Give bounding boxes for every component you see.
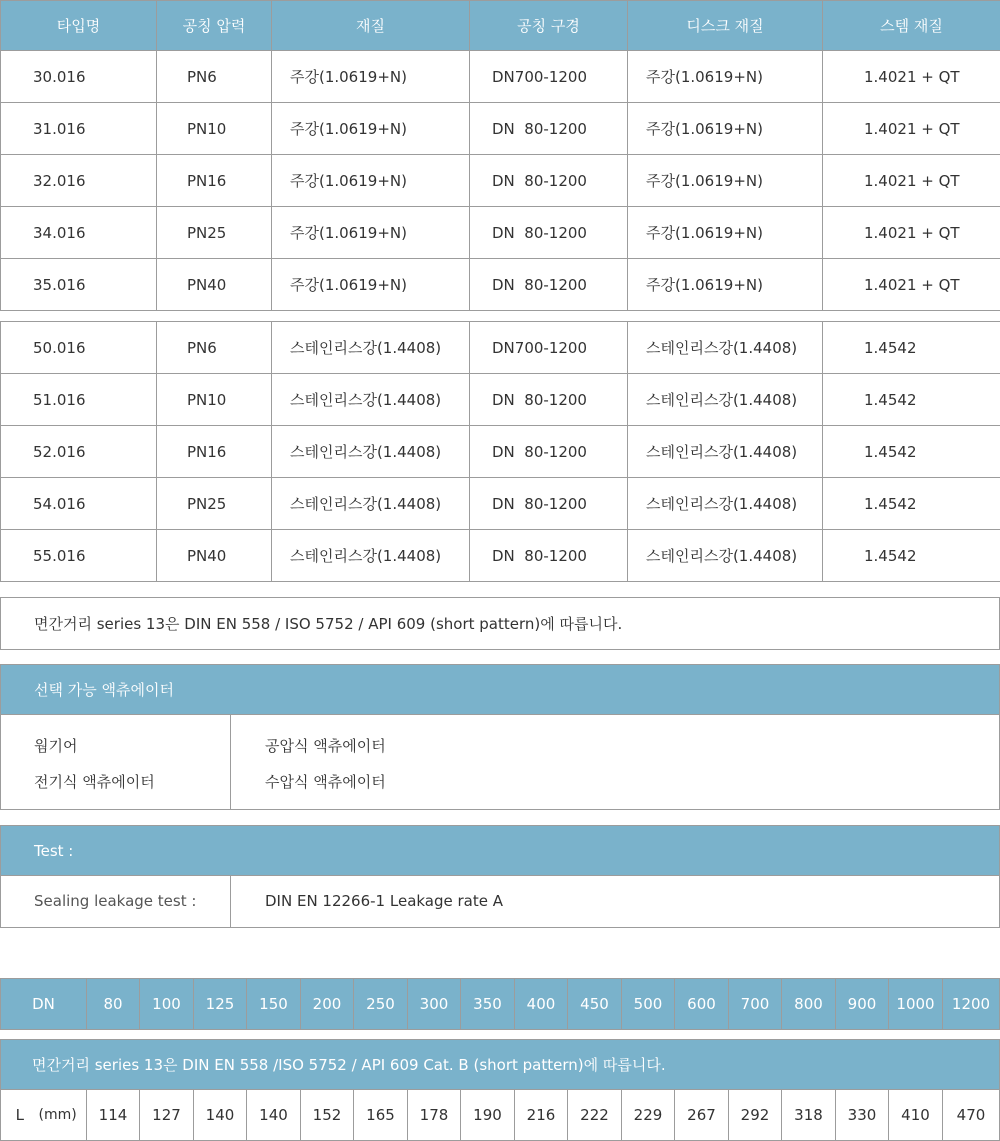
- spec-cell: 스테인리스강(1.4408): [272, 322, 470, 374]
- spec-cell: 1.4542: [823, 374, 1000, 426]
- spec-cell: 1.4021 + QT: [823, 103, 1000, 155]
- actuators-section: [0, 664, 1000, 810]
- dn-value: 800: [782, 979, 836, 1030]
- spec-cell: DN 80-1200: [470, 426, 628, 478]
- actuators-title: 선택 가능 액츄에이터: [0, 664, 1000, 715]
- test-value: DIN EN 12266-1 Leakage rate A: [231, 876, 503, 927]
- test-label: Sealing leakage test :: [1, 876, 231, 927]
- spec-cell: 31.016: [1, 103, 157, 155]
- l-value: 165: [354, 1090, 408, 1141]
- spec-table-section: [0, 0, 1000, 311]
- spec-cell: PN6: [157, 322, 272, 374]
- spec-cell: 스테인리스강(1.4408): [628, 478, 823, 530]
- dimensions-dn-table: [0, 978, 1000, 1030]
- l-value: 410: [889, 1090, 943, 1141]
- spec-cell: 스테인리스강(1.4408): [628, 322, 823, 374]
- l-value: 140: [194, 1090, 247, 1141]
- spec-cell: PN40: [157, 259, 272, 311]
- dn-label: DN: [1, 979, 87, 1030]
- spec-cell: 50.016: [1, 322, 157, 374]
- l-value: 318: [782, 1090, 836, 1141]
- dn-value: 80: [87, 979, 140, 1030]
- spec-cell: 스테인리스강(1.4408): [272, 374, 470, 426]
- spec-header-cell: 재질: [272, 1, 470, 51]
- spec-cell: DN 80-1200: [470, 155, 628, 207]
- actuators-body: [0, 715, 1000, 810]
- spec-cell: 35.016: [1, 259, 157, 311]
- unit-label: (mm): [39, 1090, 87, 1141]
- spec-header-cell: 스템 재질: [823, 1, 1000, 51]
- spec-table-group2: [0, 321, 1000, 582]
- spec-row: [1, 51, 1000, 103]
- spec-cell: 주강(1.0619+N): [628, 259, 823, 311]
- test-section: [0, 825, 1000, 928]
- spec-cell: PN10: [157, 374, 272, 426]
- spec-cell: PN10: [157, 103, 272, 155]
- l-value: 127: [140, 1090, 194, 1141]
- dn-value: 600: [675, 979, 729, 1030]
- spec-row: [1, 374, 1000, 426]
- spec-cell: DN700-1200: [470, 51, 628, 103]
- dimensions-note: 면간거리 series 13은 DIN EN 558 /ISO 5752 / API 609 Cat. B (short pattern)에 따릅니다.: [0, 1039, 1000, 1090]
- dn-value: 350: [461, 979, 515, 1030]
- spec-table-group2-section: [0, 321, 1000, 582]
- spec-cell: 52.016: [1, 426, 157, 478]
- dn-row: [1, 979, 1000, 1030]
- l-value: 229: [622, 1090, 675, 1141]
- spec-row: [1, 478, 1000, 530]
- spec-cell: 1.4542: [823, 530, 1000, 582]
- l-value: 190: [461, 1090, 515, 1141]
- spec-cell: 32.016: [1, 155, 157, 207]
- spec-header-cell: 공칭 구경: [470, 1, 628, 51]
- dn-value: 900: [836, 979, 889, 1030]
- spec-cell: PN16: [157, 426, 272, 478]
- spec-cell: 주강(1.0619+N): [628, 103, 823, 155]
- spec-cell: 54.016: [1, 478, 157, 530]
- l-value: 267: [675, 1090, 729, 1141]
- dn-value: 300: [408, 979, 461, 1030]
- spec-cell: 주강(1.0619+N): [272, 51, 470, 103]
- dn-value: 100: [140, 979, 194, 1030]
- spec-header-row: [1, 1, 1000, 51]
- spec-table: [0, 0, 1000, 311]
- spec-cell: 주강(1.0619+N): [628, 207, 823, 259]
- spec-row: [1, 207, 1000, 259]
- spec-cell: 34.016: [1, 207, 157, 259]
- spec-row: [1, 426, 1000, 478]
- spec-cell: 55.016: [1, 530, 157, 582]
- spec-cell: 스테인리스강(1.4408): [272, 426, 470, 478]
- l-value: 292: [729, 1090, 782, 1141]
- dn-value: 1200: [943, 979, 1000, 1030]
- l-value: 222: [568, 1090, 622, 1141]
- l-value: 178: [408, 1090, 461, 1141]
- actuator-item: 수압식 액츄에이터: [265, 771, 386, 793]
- spec-cell: 1.4542: [823, 478, 1000, 530]
- dn-value: 450: [568, 979, 622, 1030]
- l-row: [1, 1090, 1000, 1141]
- spec-cell: DN700-1200: [470, 322, 628, 374]
- spec-cell: 1.4021 + QT: [823, 155, 1000, 207]
- spec-row: [1, 155, 1000, 207]
- spec-cell: DN 80-1200: [470, 374, 628, 426]
- spec-cell: 51.016: [1, 374, 157, 426]
- spec-cell: 주강(1.0619+N): [628, 51, 823, 103]
- spec-row: [1, 322, 1000, 374]
- face-to-face-note: 면간거리 series 13은 DIN EN 558 / ISO 5752 / API 609 (short pattern)에 따릅니다.: [0, 597, 1000, 650]
- spec-cell: 스테인리스강(1.4408): [272, 530, 470, 582]
- dn-value: 1000: [889, 979, 943, 1030]
- spec-cell: 스테인리스강(1.4408): [628, 530, 823, 582]
- spec-cell: 30.016: [1, 51, 157, 103]
- actuator-item: 전기식 액츄에이터: [34, 771, 230, 793]
- spec-cell: 1.4021 + QT: [823, 259, 1000, 311]
- l-value: 216: [515, 1090, 568, 1141]
- spec-cell: 스테인리스강(1.4408): [272, 478, 470, 530]
- spec-cell: PN16: [157, 155, 272, 207]
- spec-cell: 주강(1.0619+N): [628, 155, 823, 207]
- l-value: 152: [301, 1090, 354, 1141]
- spec-cell: PN40: [157, 530, 272, 582]
- l-value: 330: [836, 1090, 889, 1141]
- spec-cell: 스테인리스강(1.4408): [628, 426, 823, 478]
- test-body: [0, 876, 1000, 928]
- test-title: Test :: [0, 825, 1000, 876]
- dn-value: 700: [729, 979, 782, 1030]
- spec-header-cell: 타입명: [1, 1, 157, 51]
- spec-cell: 주강(1.0619+N): [272, 155, 470, 207]
- actuator-item: 공압식 액츄에이터: [265, 735, 386, 771]
- spec-cell: 1.4021 + QT: [823, 207, 1000, 259]
- spec-cell: 1.4542: [823, 426, 1000, 478]
- spec-header-cell: 디스크 재질: [628, 1, 823, 51]
- spec-cell: DN 80-1200: [470, 259, 628, 311]
- spec-row: [1, 530, 1000, 582]
- l-value: 140: [247, 1090, 301, 1141]
- spec-cell: 주강(1.0619+N): [272, 259, 470, 311]
- actuators-left-col: [1, 715, 231, 809]
- dn-value: 250: [354, 979, 408, 1030]
- spec-cell: DN 80-1200: [470, 103, 628, 155]
- spec-cell: PN25: [157, 207, 272, 259]
- spec-cell: 주강(1.0619+N): [272, 207, 470, 259]
- l-value: 470: [943, 1090, 1000, 1141]
- dn-value: 400: [515, 979, 568, 1030]
- spec-cell: 1.4021 + QT: [823, 51, 1000, 103]
- spec-cell: 스테인리스강(1.4408): [628, 374, 823, 426]
- dn-value: 150: [247, 979, 301, 1030]
- spec-header-cell: 공칭 압력: [157, 1, 272, 51]
- l-value: 114: [87, 1090, 140, 1141]
- spec-cell: 1.4542: [823, 322, 1000, 374]
- spec-cell: DN 80-1200: [470, 478, 628, 530]
- spec-cell: 주강(1.0619+N): [272, 103, 470, 155]
- spec-cell: PN25: [157, 478, 272, 530]
- dimensions-l-table: [0, 1089, 1000, 1141]
- spec-cell: PN6: [157, 51, 272, 103]
- spec-row: [1, 103, 1000, 155]
- dn-value: 200: [301, 979, 354, 1030]
- spec-row: [1, 259, 1000, 311]
- l-label: L: [1, 1090, 39, 1141]
- spec-cell: DN 80-1200: [470, 207, 628, 259]
- dn-value: 500: [622, 979, 675, 1030]
- actuator-item: 웜기어: [34, 735, 230, 771]
- dimensions-dn-section: [0, 978, 1000, 1030]
- spec-cell: DN 80-1200: [470, 530, 628, 582]
- dn-value: 125: [194, 979, 247, 1030]
- dimensions-l-section: [0, 1039, 1000, 1141]
- actuators-right-col: [231, 715, 386, 809]
